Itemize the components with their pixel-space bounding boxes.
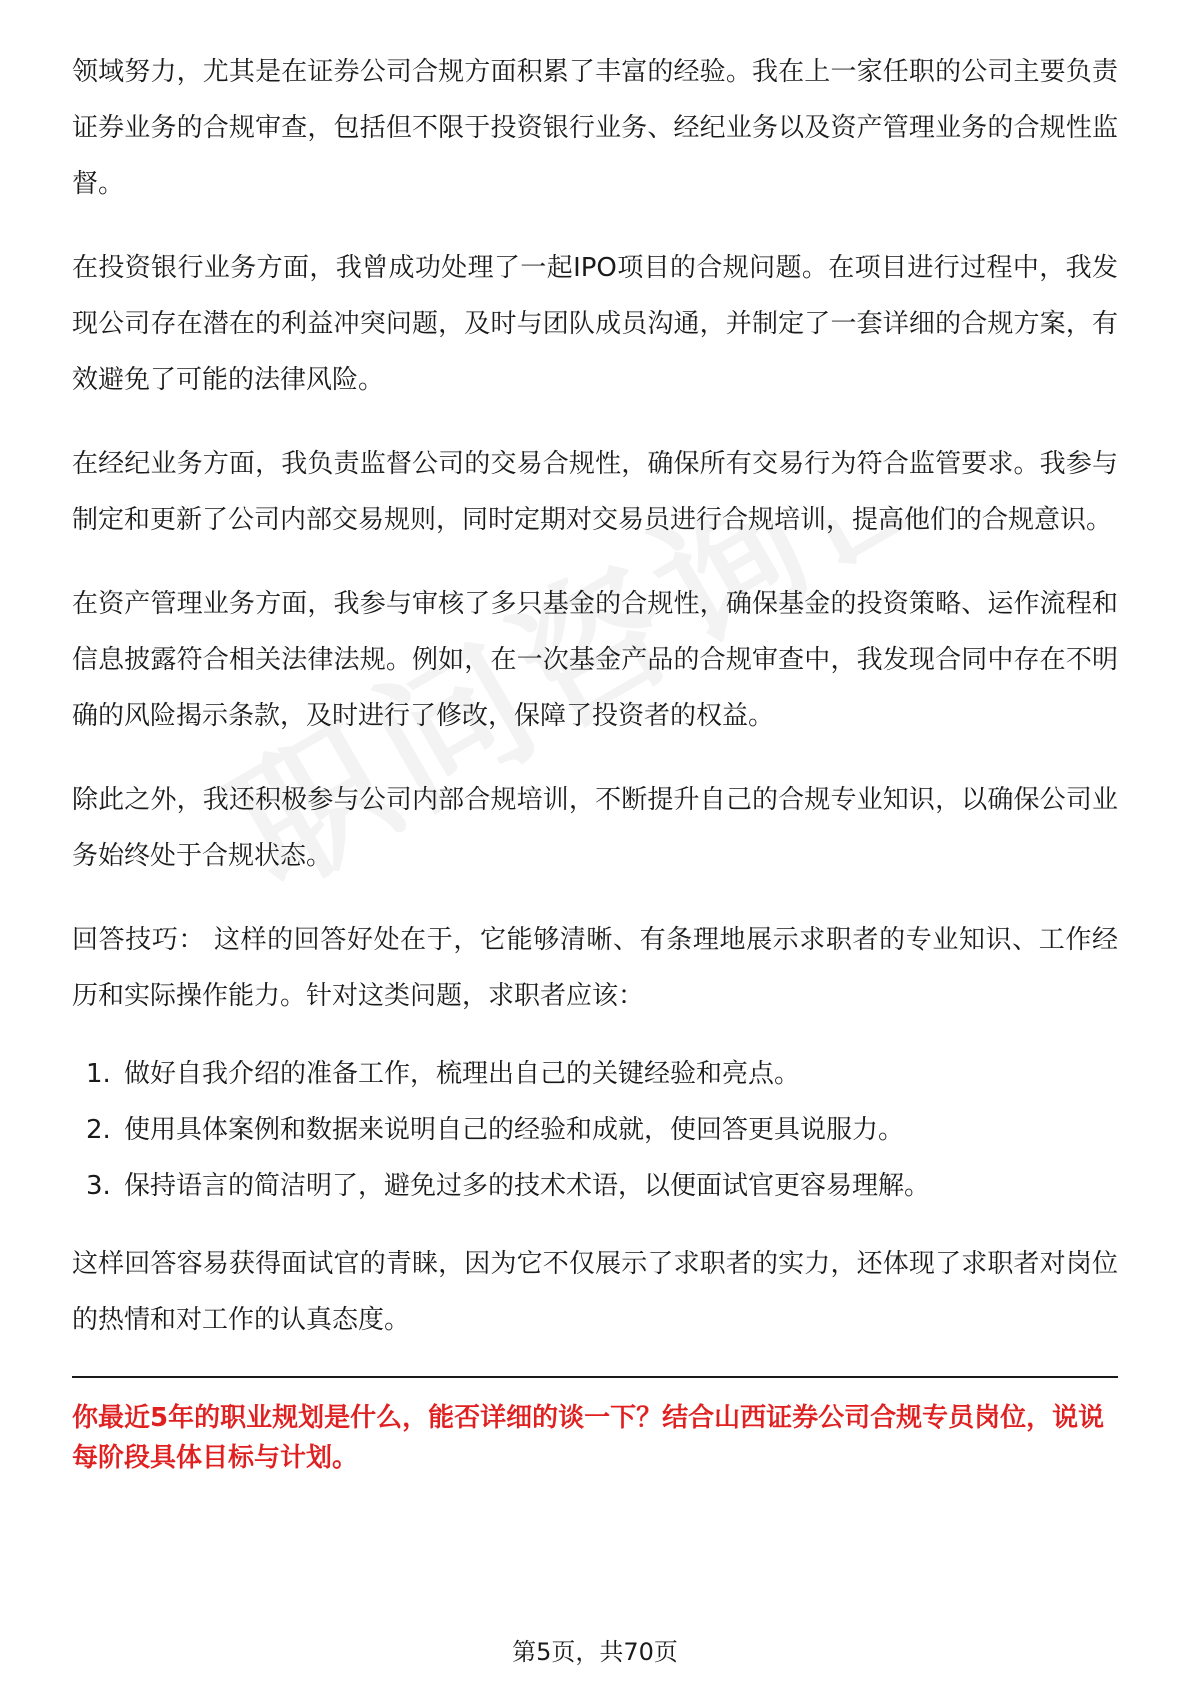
- paragraph-brokerage: 在经纪业务方面，我负责监督公司的交易合规性，确保所有交易行为符合监管要求。我参与制定和更新了公司内部交易规则，同时定期对交易员进行合规培训，提高他们的合规意识。: [72, 449, 1118, 535]
- list-item: [72, 1046, 1118, 1102]
- paragraph-training: 除此之外，我还积极参与公司内部合规培训，不断提升自己的合规专业知识，以确保公司业务始终处于合规状态。: [72, 785, 1118, 871]
- list-item-text: 做好自我介绍的准备工作，梳理出自己的关键经验和亮点。: [124, 1059, 801, 1089]
- next-question-heading: 你最近5年的职业规划是什么，能否详细的谈一下？结合山西证券公司合规专员岗位，说说每阶段具体目标与计划。: [72, 1403, 1105, 1473]
- page-number-footer: 第5页，共70页: [512, 1638, 678, 1666]
- list-item-text: 使用具体案例和数据来说明自己的经验和成就，使回答更具说服力。: [124, 1115, 905, 1145]
- list-item: [72, 1158, 1118, 1214]
- tips-list: [72, 1046, 1118, 1214]
- list-item-text: 保持语言的简洁明了，避免过多的技术术语，以便面试官更容易理解。: [124, 1171, 931, 1201]
- paragraph-investment-banking: 在投资银行业务方面，我曾成功处理了一起IPO项目的合规问题。在项目进行过程中，我发现公司存在潜在的利益冲突问题，及时与团队成员沟通，并制定了一套详细的合规方案，有效避免了可能的法律风险。: [72, 253, 1118, 395]
- paragraph-asset-management: 在资产管理业务方面，我参与审核了多只基金的合规性，确保基金的投资策略、运作流程和信息披露符合相关法律法规。例如，在一次基金产品的合规审查中，我发现合同中存在不明确的风险揭示条款，及时进行了修改，保障了投资者的权益。: [72, 589, 1118, 731]
- section-divider: [72, 1376, 1118, 1378]
- list-item-number: 1.: [86, 1059, 111, 1089]
- paragraph-experience-summary: 领域努力，尤其是在证券公司合规方面积累了丰富的经验。我在上一家任职的公司主要负责证券业务的合规审查，包括但不限于投资银行业务、经纪业务以及资产管理业务的合规性监督。: [72, 57, 1118, 199]
- paragraph-closing: 这样回答容易获得面试官的青睐，因为它不仅展示了求职者的实力，还体现了求职者对岗位的热情和对工作的认真态度。: [72, 1249, 1118, 1335]
- page-content: [72, 44, 1118, 1478]
- paragraph-answer-tips: 回答技巧： 这样的回答好处在于，它能够清晰、有条理地展示求职者的专业知识、工作经历和实际操作能力。针对这类问题，求职者应该：: [72, 925, 1118, 1011]
- list-item-number: 2.: [86, 1115, 111, 1145]
- list-item-number: 3.: [86, 1171, 111, 1201]
- list-item: [72, 1102, 1118, 1158]
